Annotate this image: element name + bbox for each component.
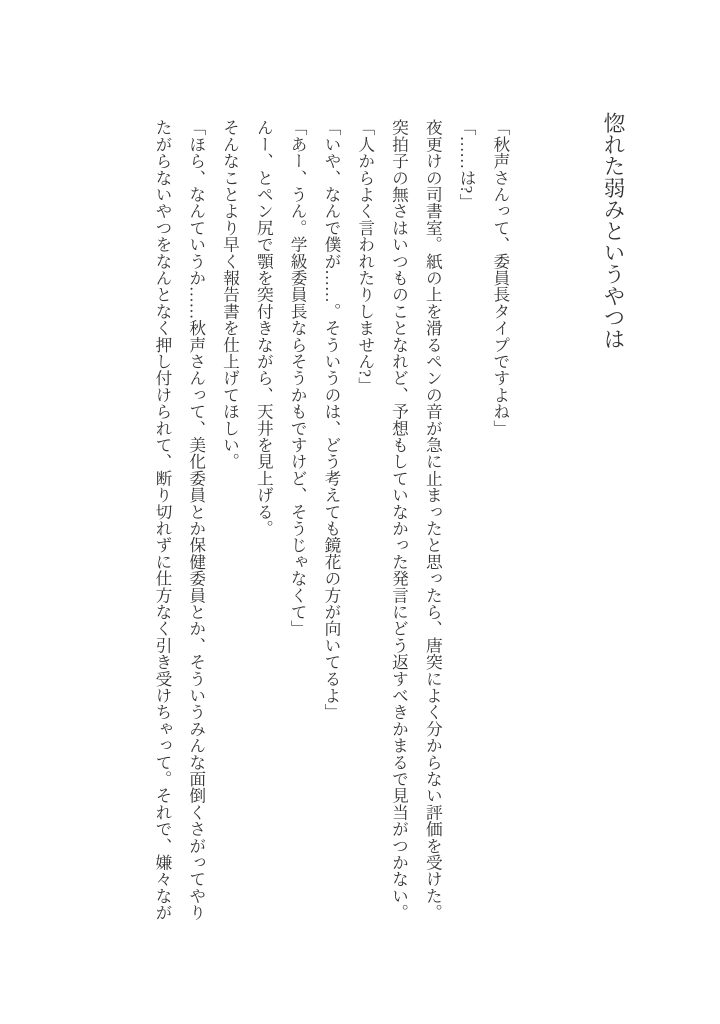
novel-paragraph: そんなことより早く報告書を仕上げてほしい。 bbox=[220, 118, 240, 470]
novel-paragraph: んー、とペン尻で顎を突付きながら、天井を見上げる。 bbox=[254, 118, 274, 536]
novel-paragraph: 夜更けの司書室。紙の上を滑るペンの音が急に止まったと思ったら、唐突によく分からない評価を受けた。突拍子の無さはいつものことなれど、予想もしていなかった発言にどう返すべきかまるで見当がつかない。 bbox=[389, 118, 443, 921]
novel-paragraph: 「……は?」 bbox=[457, 118, 477, 210]
page-title: 惚れた弱みというやつは bbox=[601, 112, 625, 350]
novel-paragraph: 「ほら、なんていうか……秋声さんって、美化委員とか保健委員とか、そういうみんな面倒くさがってやりたがらないやつをなんとなく押し付けられて、断り切れずに仕方なく引き受けちゃって。それで、嫌々なが bbox=[152, 118, 206, 921]
novel-paragraph: 「いや、なんで僕が……。そういうのは、どう考えても鏡花の方が向いてるよ」 bbox=[321, 118, 341, 720]
novel-paragraph: 「秋声さんって、委員長タイプですよね」 bbox=[490, 118, 510, 436]
vertical-text-flow bbox=[145, 112, 623, 921]
novel-paragraph: 「あー、うん。学級委員長ならそうかもですけど、そうじゃなくて」 bbox=[288, 118, 308, 637]
novel-paragraph: 「人からよく言われたりしません?」 bbox=[355, 118, 375, 394]
